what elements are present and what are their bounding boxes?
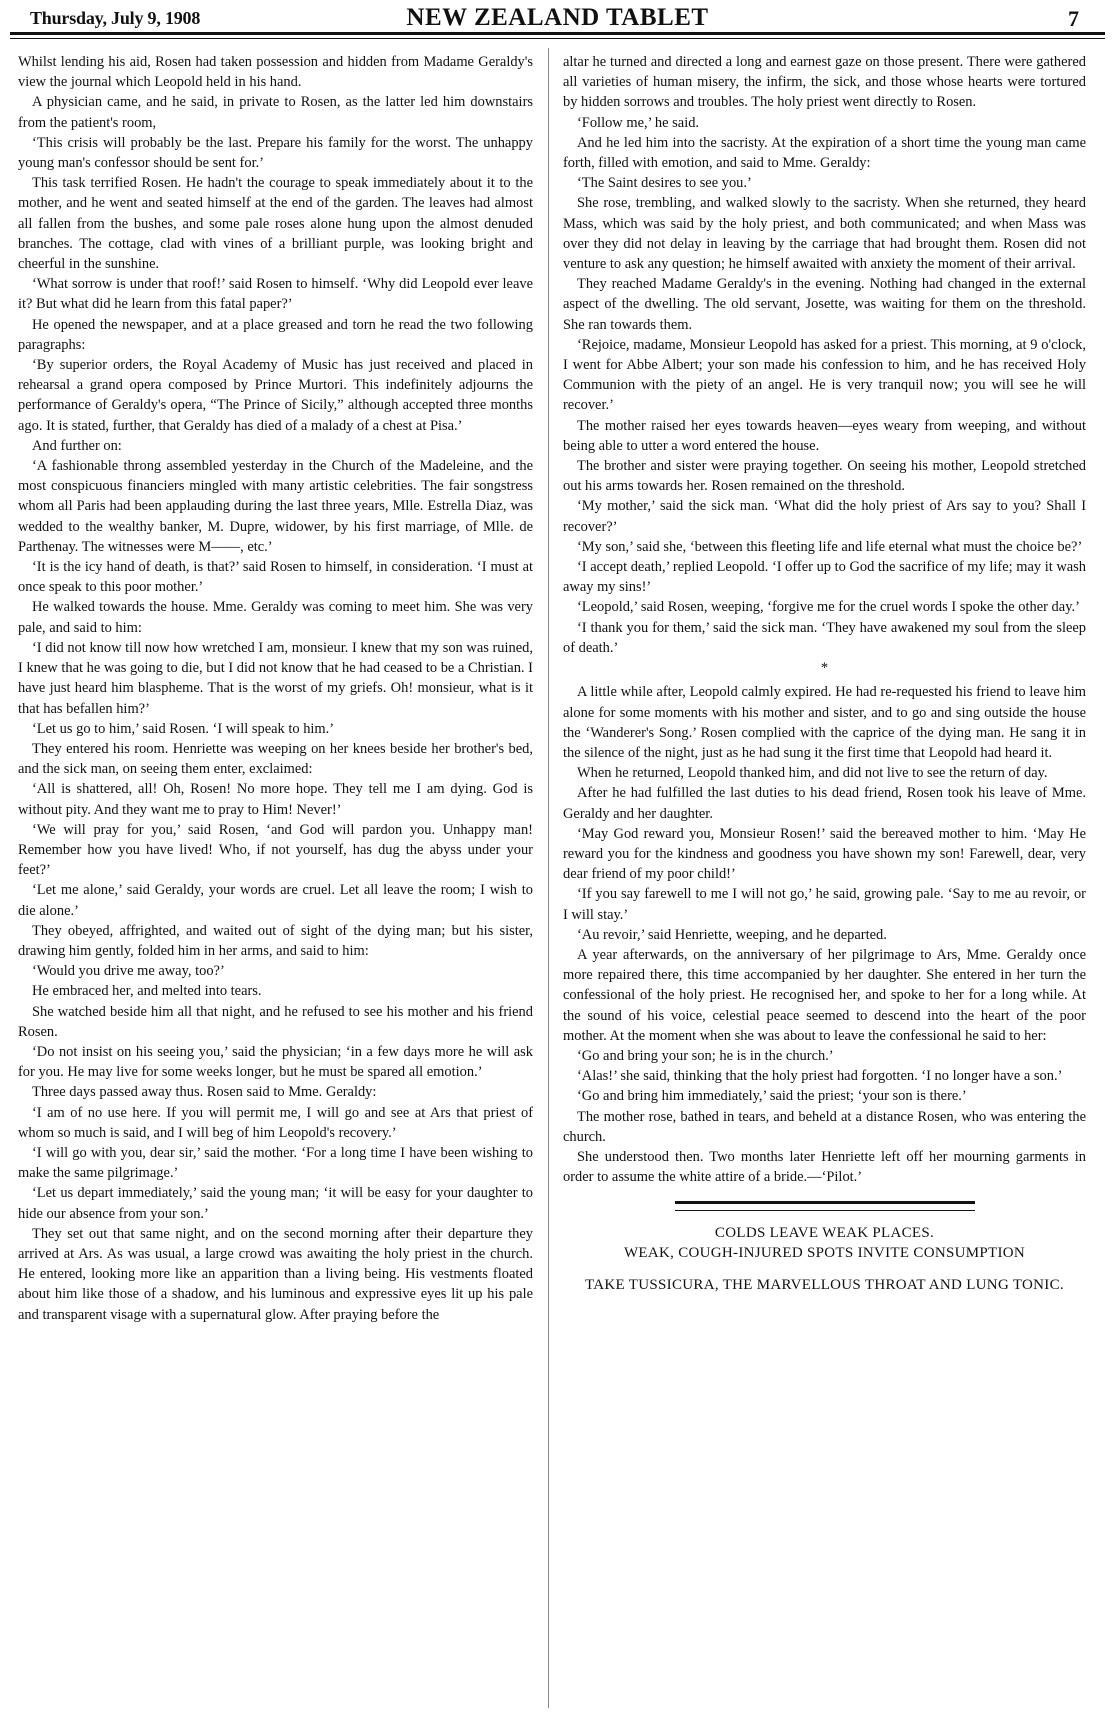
paragraph: This task terrified Rosen. He hadn't the courage to speak immediately about it to the mother, and he went and seated himself at the end of the garden. The leaves had almost all fallen from the bushes, and some pale roses alone hung upon the almost denuded branches. The cottage, clad with vines of a brilliant purple, was looking bright and cheerful in the sunshine.	[18, 175, 533, 273]
paragraph: ‘Alas!’ she said, thinking that the holy priest had forgotten. ‘I no longer have a son.’	[577, 1068, 1063, 1085]
paragraph: He opened the newspaper, and at a place greased and torn he read the two following paragraphs:	[18, 316, 533, 353]
page-number: 7	[1068, 6, 1079, 31]
right-column	[563, 52, 1086, 1295]
paragraph: ‘I will go with you, dear sir,’ said the mother. ‘For a long time I have been wishing to make the same pilgrimage.’	[18, 1144, 533, 1182]
paragraph: ‘I did not know till now how wretched I am, monsieur. I knew that my son was ruined, I knew that he was going to die, but I did not know that he had ceased to be a Christian. I have just heard him blaspheme. That is the worst of my griefs. Oh! monsieur, what is it that has befallen him?’	[18, 639, 533, 717]
paragraph: ‘It is the icy hand of death, is that?’ said Rosen to himself, in consideration. ‘I must at once speak to this poor mother.’	[18, 559, 533, 596]
paragraph: Three days passed away thus. Rosen said to Mme. Geraldy:	[32, 1084, 377, 1101]
paragraph: ‘Rejoice, madame, Monsieur Leopold has asked for a priest. This morning, at 9 o'clock, I went for Abbe Albert; your son made his confession to him, and he has received Holy Communion with the piety of an angel. He is very tranquil now; you will see he will recover.’	[563, 336, 1086, 414]
paragraph: ‘Let us go to him,’ said Rosen. ‘I will speak to him.’	[32, 720, 335, 737]
issue-date: Thursday, July 9, 1908	[30, 8, 201, 28]
paragraph: Whilst lending his aid, Rosen had taken possession and hidden from Madame Geraldy's view the journal which Leopold held in his hand.	[18, 54, 533, 91]
paragraph: She watched beside him all that night, and he refused to see his mother and his friend Rosen.	[18, 1003, 533, 1040]
paragraph: And he led him into the sacristy. At the expiration of a short time the young man came forth, filled with emotion, and said to Mme. Geraldy:	[563, 134, 1086, 172]
paragraph: A physician came, and he said, in private to Rosen, as the latter led him downstairs from the patient's room,	[18, 94, 533, 131]
page-header	[30, 4, 1085, 34]
paragraph: ‘This crisis will probably be the last. Prepare his family for the worst. The unhappy young man's confessor should be sent for.’	[18, 134, 533, 172]
paragraph: The mother rose, bathed in tears, and beheld at a distance Rosen, who was entering the church.	[563, 1108, 1086, 1145]
right-column-story	[563, 52, 1086, 1187]
paragraph: ‘Would you drive me away, too?’	[32, 963, 225, 980]
story-end-rule-thin	[675, 1210, 975, 1211]
paragraph: He embraced her, and melted into tears.	[32, 983, 262, 1000]
paragraph: ‘My son,’ said she, ‘between this fleeting life and life eternal what must the choice be?’	[577, 538, 1083, 555]
paragraph: ‘All is shattered, all! Oh, Rosen! No more hope. They tell me I am dying. God is without pity. And they want me to pray to Him! Never!’	[18, 781, 533, 818]
paragraph: He walked towards the house. Mme. Geraldy was coming to meet him. She was very pale, and said to him:	[18, 599, 533, 636]
paragraph: When he returned, Leopold thanked him, and did not live to see the return of day.	[577, 765, 1048, 782]
paragraph: ‘By superior orders, the Royal Academy of Music has just received and placed in rehearsal a grand opera composed by Prince Murtori. This indefinitely adjourns the performance of Geraldy's opera, “The Prince of Sicily,” although accepted three months ago. It is stated, further, that Geraldy has died of a malady of a chest at Pisa.’	[18, 357, 533, 434]
paragraph: They entered his room. Henriette was weeping on her knees beside her brother's bed, and the sick man, on seeing them enter, exclaimed:	[18, 740, 533, 778]
paragraph: ‘If you say farewell to me I will not go,’ he said, growing pale. ‘Say to me au revoir, or I will stay.’	[563, 886, 1086, 923]
paragraph: ‘Let me alone,’ said Geraldy, your words are cruel. Let all leave the room; I wish to die alone.’	[18, 882, 533, 919]
paragraph: A year afterwards, on the anniversary of her pilgrimage to Ars, Mme. Geraldy once more repaired there, this time accompanied by her daughter. She entered in her turn the confessional of the holy priest. He recognised her, and spoke to her for a long while. At the sound of his voice, celestial peace seemed to descend into the heart of the poor mother. At the moment when she was about to leave the confessional he said to her:	[563, 946, 1086, 1044]
left-column	[18, 52, 533, 1325]
paragraph: ‘May God reward you, Monsieur Rosen!’ said the bereaved mother to him. ‘May He reward you for the kindness and goodness you have shown my son! Farewell, dear, very dear friend of my poor child!’	[563, 825, 1086, 883]
paragraph: She rose, trembling, and walked slowly to the sacristy. When she returned, they heard Mass, which was said by the holy priest, and both communicated; and when Mass was over they did not delay in leaving by the carriage that had brought them. Rosen did not venture to ask any question; he himself awaited with anxiety the moment of their arrival.	[563, 195, 1086, 273]
paragraph: A little while after, Leopold calmly expired. He had re-requested his friend to leave him alone for some moments with his mother and sister, and to go and sing outside the house the ‘Wanderer's Song.’ Rosen complied with the caprice of the dying man. He sang it in the silence of the night, just as he had sung it the first time that Leopold had heard it.	[563, 684, 1086, 761]
column-divider	[548, 48, 549, 1708]
paragraph: ‘A fashionable throng assembled yesterday in the Church of the Madeleine, and the most conspicuous financiers mingled with many artistic celebrities. The fair songstress whom all Paris had been applauding during the last three years, Mlle. Estrella Diaz, was wedded to the wealthy banker, M. Dupre, widower, by his first marriage, of Mlle. de Parthenay. The witnesses were M——, etc.’	[18, 458, 533, 555]
paragraph: *	[820, 660, 829, 677]
paragraph: After he had fulfilled the last duties to his dead friend, Rosen took his leave of Mme. Geraldy and her daughter.	[563, 785, 1086, 822]
paragraph: ‘My mother,’ said the sick man. ‘What did the holy priest of Ars say to you? Shall I recover?’	[563, 498, 1086, 535]
paragraph: And further on:	[32, 437, 122, 454]
story-end-rule	[675, 1201, 975, 1204]
paragraph: ‘Go and bring him immediately,’ said the priest; ‘your son is there.’	[577, 1088, 967, 1105]
paragraph: ‘I am of no use here. If you will permit me, I will go and see at Ars that priest of whom so much is said, and I will beg of him Leopold's recovery.’	[18, 1104, 533, 1141]
paragraph: altar he turned and directed a long and earnest gaze on those present. There were gathered all varieties of human misery, the infirm, the sick, and those whose hearts were tortured by hidden sorrows and troubles. The holy priest went directly to Rosen.	[563, 54, 1086, 111]
newspaper-title: NEW ZEALAND TABLET	[406, 4, 709, 31]
paragraph: ‘Au revoir,’ said Henriette, weeping, and he departed.	[577, 926, 887, 943]
ad-tagline: TAKE TUSSICURA, THE MARVELLOUS THROAT AND LUNG TONIC.	[585, 1277, 1064, 1294]
paragraph: They reached Madame Geraldy's in the evening. Nothing had changed in the external aspect of the dwelling. The old servant, Josette, was waiting for them on the threshold. She ran towards them.	[563, 276, 1086, 333]
paragraph: They set out that same night, and on the second morning after their departure they arrived at Ars. As was usual, a large crowd was awaiting the holy priest in the church. He entered, looking more like an apparition than a living being. His vestments floated about him like those of a shadow, and his luminous and expressive eyes lit up his pale and transparent visage with a supernatural glow. After praying before the	[18, 1225, 533, 1323]
header-rule-thin	[10, 38, 1105, 39]
paragraph: ‘Leopold,’ said Rosen, weeping, ‘forgive me for the cruel words I spoke the other day.’	[577, 599, 1080, 616]
paragraph: ‘Follow me,’ he said.	[577, 114, 700, 131]
paragraph: She understood then. Two months later Henriette left off her mourning garments in order to assume the white attire of a bride.—‘Pilot.’	[563, 1148, 1086, 1186]
paragraph: ‘Go and bring your son; he is in the church.’	[577, 1047, 834, 1064]
paragraph: The brother and sister were praying together. On seeing his mother, Leopold stretched out his arms towards her. Rosen remained on the threshold.	[563, 458, 1086, 495]
ad-headline: COLDS LEAVE WEAK PLACES.	[714, 1225, 935, 1242]
paragraph: ‘The Saint desires to see you.’	[577, 175, 752, 192]
paragraph: ‘I thank you for them,’ said the sick man. ‘They have awakened my soul from the sleep of death.’	[563, 619, 1086, 656]
paragraph: They obeyed, affrighted, and waited out of sight of the dying man; but his sister, drawing him gently, folded him in her arms, and said to him:	[18, 922, 533, 959]
paragraph: ‘What sorrow is under that roof!’ said Rosen to himself. ‘Why did Leopold ever leave it? But what did he learn from this fatal paper?’	[18, 276, 533, 313]
paragraph: ‘Do not insist on his seeing you,’ said the physician; ‘in a few days more he will ask for you. He may live for some weeks longer, but he must be spared all emotion.’	[18, 1043, 533, 1081]
paragraph: ‘I accept death,’ replied Leopold. ‘I offer up to God the sacrifice of my life; may it wash away my sins!’	[563, 559, 1086, 596]
paragraph: The mother raised her eyes towards heaven—eyes weary from weeping, and without being able to utter a word entered the house.	[563, 417, 1086, 454]
paragraph: ‘Let us depart immediately,’ said the young man; ‘it will be easy for your daughter to hide our absence from your son.’	[18, 1185, 533, 1222]
paragraph: ‘We will pray for you,’ said Rosen, ‘and God will pardon you. Unhappy man! Remember how you have lived! Who, if not yourself, has dug the abyss under your feet?’	[18, 821, 533, 879]
header-rule-thick	[10, 32, 1105, 35]
ad-subheadline: WEAK, COUGH-INJURED SPOTS INVITE CONSUMPTION	[623, 1245, 1026, 1262]
